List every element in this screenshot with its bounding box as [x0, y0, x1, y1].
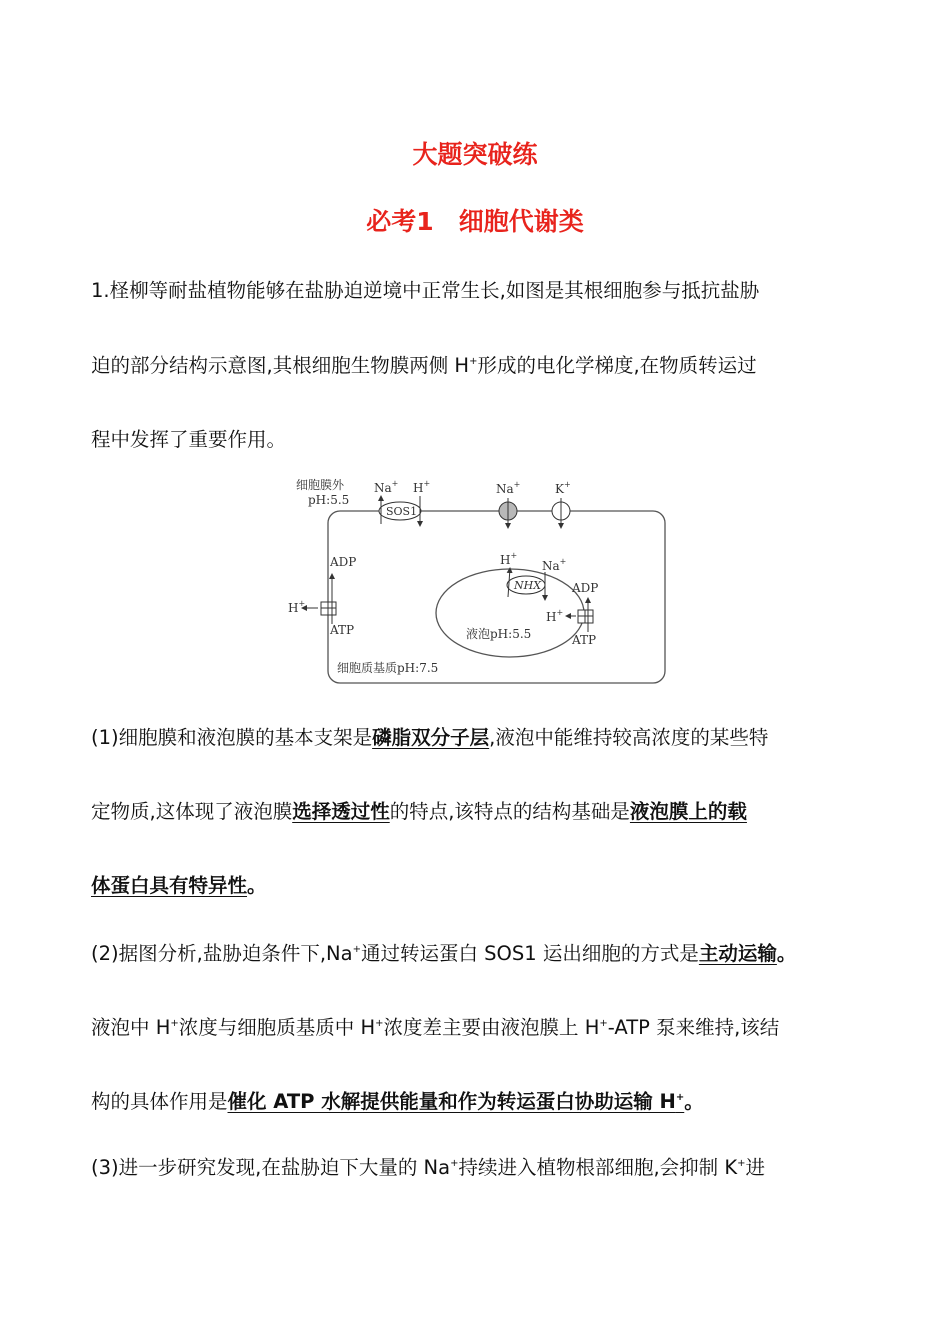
vacuole-label: 液泡pH:5.5 — [466, 627, 532, 641]
membrane-pump-h-label: H+ — [288, 599, 306, 615]
q2-answer-2: 催化 ATP 水解提供能量和作为转运蛋白协助运输 H+ — [227, 1090, 685, 1113]
membrane-adp-label: ADP — [330, 555, 357, 569]
na-channel-label: Na+ — [496, 480, 521, 496]
q1-answer-2: 选择透过性 — [292, 800, 390, 823]
cytoplasm-label: 细胞质基质pH:7.5 — [337, 661, 439, 675]
intro-line-3: 程中发挥了重要作用。 — [91, 428, 287, 451]
nhx-na-label: Na+ — [542, 557, 567, 573]
q1-line-2: 定物质,这体现了液泡膜选择透过性的特点,该特点的结构基础是液泡膜上的载 — [91, 800, 747, 823]
vacuole-adp-label: ADP — [572, 581, 599, 595]
intro-line-1: 1.柽柳等耐盐植物能够在盐胁迫逆境中正常生长,如图是其根细胞参与抵抗盐胁 — [91, 279, 760, 302]
sos1-h-label: H+ — [413, 479, 431, 495]
cell-membrane — [328, 511, 665, 683]
q1-line-1: (1)细胞膜和液泡膜的基本支架是磷脂双分子层,液泡中能维持较高浓度的某些特 — [91, 726, 769, 749]
section-subtitle: 必考1 细胞代谢类 — [366, 207, 584, 236]
nhx-label: NHX — [514, 579, 542, 592]
vacuole-atp-label: ATP — [572, 633, 597, 647]
sos1-na-label: Na+ — [374, 479, 399, 495]
membrane-atp-label: ATP — [330, 623, 355, 637]
q2-line-3: 构的具体作用是催化 ATP 水解提供能量和作为转运蛋白协助运输 H+。 — [91, 1090, 704, 1113]
q1-answer-1: 磷脂双分子层 — [372, 726, 490, 749]
k-channel-label: K+ — [555, 480, 571, 496]
q1-line-3: 体蛋白具有特异性。 — [91, 874, 267, 897]
q2-line-2: 液泡中 H+浓度与细胞质基质中 H+浓度差主要由液泡膜上 H+-ATP 泵来维持,该结 — [91, 1016, 780, 1039]
sos1-label: SOS1 — [386, 505, 418, 518]
intro-line-2: 迫的部分结构示意图,其根细胞生物膜两侧 H+形成的电化学梯度,在物质转运过 — [91, 354, 757, 377]
root-cell-diagram — [288, 474, 668, 688]
q3-line-1: (3)进一步研究发现,在盐胁迫下大量的 Na+持续进入植物根部细胞,会抑制 K+进 — [91, 1156, 766, 1179]
q1-answer-3a: 液泡膜上的载 — [629, 800, 747, 823]
nhx-h-label: H+ — [500, 551, 518, 567]
outside-ph: pH:5.5 — [308, 493, 350, 507]
q2-answer-1: 主动运输 — [698, 942, 777, 965]
outside-label: 细胞膜外 — [296, 478, 345, 492]
vacuole-pump-h-label: H+ — [546, 608, 564, 624]
q1-answer-3b: 体蛋白具有特异性 — [91, 874, 248, 897]
section-title: 大题突破练 — [412, 140, 538, 169]
q2-line-1: (2)据图分析,盐胁迫条件下,Na+通过转运蛋白 SOS1 运出细胞的方式是主动运输。 — [91, 942, 797, 965]
